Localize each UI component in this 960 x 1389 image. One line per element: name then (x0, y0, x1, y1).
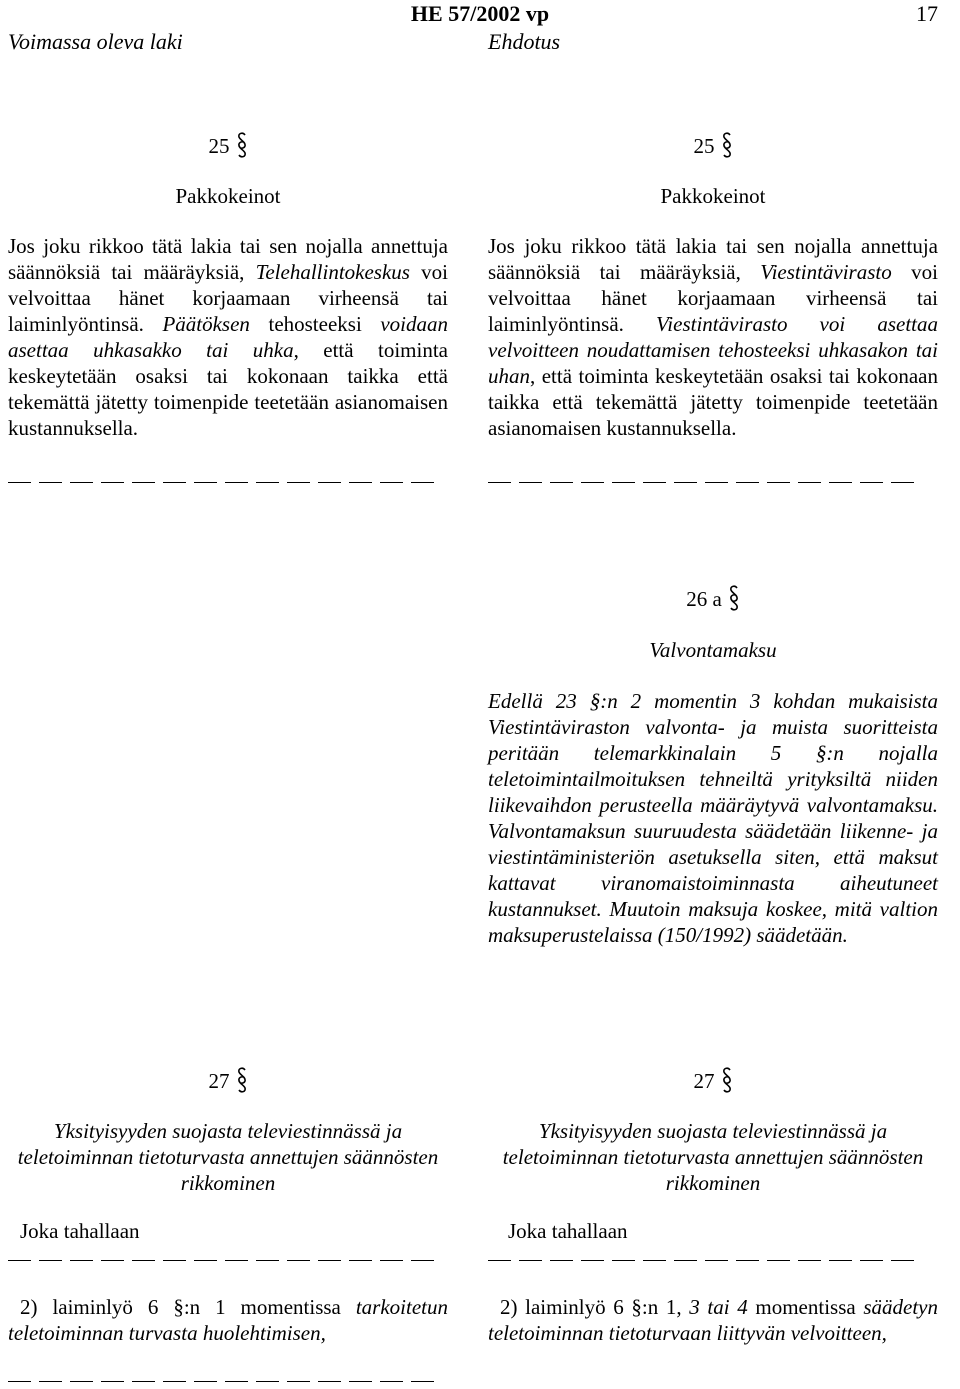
text-run: Telehallintokeskus (255, 260, 410, 284)
text-run: tarkoitetun teletoiminnan turvasta huolehtimisen, (8, 1295, 448, 1345)
right-s27-lead: Joka tahallaan (508, 1219, 628, 1243)
omission-dashes (488, 470, 938, 490)
left-s27-item (8, 1294, 448, 1346)
section-sign-icon (236, 132, 248, 158)
right-s27-heading (488, 1067, 938, 1094)
text-run: :n 1 momentissa (183, 1295, 356, 1319)
text-run: voidaan asettaa uhkasakko tai uhka (8, 312, 448, 362)
text-run: Jos joku rikkoo tätä lakia tai sen nojalla annettuja säännöksiä tai määräyksiä, (8, 234, 448, 284)
right-s25-heading (488, 132, 938, 159)
section-sign-icon (721, 1067, 733, 1093)
right-s26a-number: 26 a (686, 587, 722, 611)
right-s26a-heading (488, 585, 938, 612)
text-run: voi velvoittaa hänet korjaamaan virheensä tai laiminlyöntinsä. (8, 260, 448, 336)
omission-dashes (488, 1248, 938, 1268)
right-s27-item (488, 1294, 938, 1346)
left-s27-heading (8, 1067, 448, 1094)
text-run: Viestintävirasto (760, 260, 892, 284)
section-sign-icon (728, 585, 740, 611)
right-s27-number: 27 (693, 1069, 715, 1093)
left-s25-number: 25 (208, 134, 230, 158)
right-s25-text (488, 233, 938, 441)
left-s27-title: Yksityisyyden suojasta televiestinnässä ja teletoiminnan tietoturvasta annettujen säännösten rikkominen (17, 1119, 439, 1195)
right-s26a-title: Valvontamaksu (649, 638, 777, 662)
text-run: § (631, 1295, 642, 1319)
text-run: 2) laiminlyö 6 (500, 1295, 632, 1319)
section-sign-icon (721, 132, 733, 158)
page-number: 17 (916, 1, 938, 26)
text-run: 2) laiminlyö 6 (20, 1295, 174, 1319)
text-run: 3 tai 4 (689, 1295, 748, 1319)
right-column-title: Ehdotus (488, 29, 561, 54)
text-run: § (173, 1295, 184, 1319)
section-sign-icon (236, 1067, 248, 1093)
left-s25-heading (8, 132, 448, 159)
text-run: Päätöksen (162, 312, 250, 336)
left-column-title: Voimassa oleva laki (8, 29, 183, 54)
text-run: säädetyn teletoiminnan tietoturvaan liittyvän velvoitteen, (488, 1295, 938, 1345)
text-run: :n 1, (641, 1295, 690, 1319)
omission-dashes (8, 1248, 448, 1268)
right-s25-number: 25 (693, 134, 715, 158)
omission-dashes (8, 1369, 448, 1389)
left-s27-lead: Joka tahallaan (20, 1219, 140, 1243)
left-s27-number: 27 (208, 1069, 230, 1093)
right-s27-title: Yksityisyyden suojasta televiestinnässä ja teletoiminnan tietoturvasta annettujen säännösten rikkominen (502, 1119, 924, 1195)
text-run: tehosteeksi (249, 312, 381, 336)
document-id: HE 57/2002 vp (410, 1, 550, 26)
text-run: momentissa (747, 1295, 864, 1319)
left-s25-title: Pakkokeinot (175, 184, 281, 208)
text-run: , että toiminta keskeytetään osaksi tai kokonaan taikka että tekemättä jätetty toimenpide teetetään asianomaisen kustannuksella. (488, 364, 938, 440)
text-run: Viestintävirasto voi asettaa velvoitteen noudattamisen tehosteeksi uhkasakon tai uhan (488, 312, 938, 388)
right-s25-title: Pakkokeinot (660, 184, 766, 208)
text-run: voi velvoittaa hänet korjaamaan virheensä tai laiminlyöntinsä. (488, 260, 938, 336)
text-run: Jos joku rikkoo tätä lakia tai sen nojalla annettuja säännöksiä tai määräyksiä, (488, 234, 938, 284)
right-s26a-text: Edellä 23 §:n 2 momentin 3 kohdan mukaisista Viestintäviraston valvonta- ja muista suoritteista peritään telemarkkinalain 5 §:n nojalla teletoimintailmoituksen tehneiltä yrityksiltä niiden liikevaihdon perusteella määräytyvä valvontamaksu. Valvontamaksun suuruudesta säädetään liikenne- ja viestintäministeriön asetuksella siten, että maksut kattavat viranomaistoiminnasta aiheutuneet kustannukset. Muutoin maksuja koskee, mitä valtion maksuperustelaissa (150/1992) säädetään. (488, 689, 938, 947)
omission-dashes (8, 470, 448, 490)
left-s25-text (8, 233, 448, 441)
text-run: , että toiminta keskeytetään osaksi tai kokonaan taikka että tekemättä jätetty toimenpide teetetään asianomaisen kustannuksella. (8, 338, 448, 440)
